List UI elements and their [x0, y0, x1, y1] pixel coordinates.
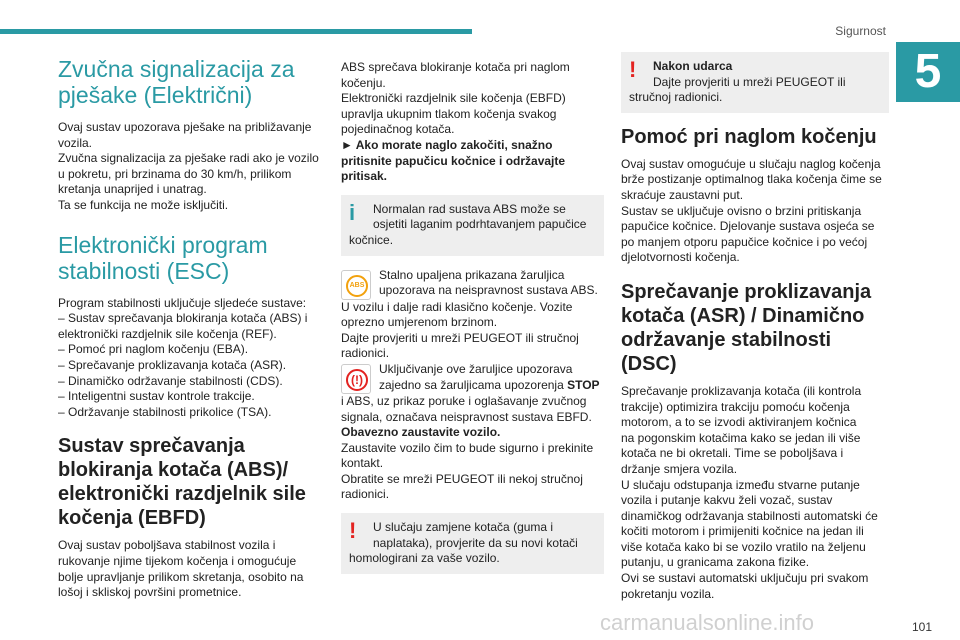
heading-abs: Sustav sprečavanja blokiranja kotača (ABS)/ elektronički razdjelnik sile kočenja (EBFD) — [58, 435, 306, 530]
warning-box-impact: ! Nakon udarca Dajte provjeriti u mreži PEUGEOT ili stručnoj radionici. — [621, 52, 889, 113]
heading-asr: Sprečavanje proklizavanja kotača (ASR) / Dinamično održavanje stabilnosti (DSC) — [621, 280, 872, 375]
header-accent-bar — [0, 29, 472, 34]
heading-eba: Pomoć pri naglom kočenju — [621, 125, 877, 148]
column-3 — [621, 52, 889, 602]
chapter-number-tab: 5 — [896, 42, 960, 102]
instruction-brake-hard: ► Ako morate naglo zakočiti, snažno pritisnite papučicu kočnice i održavajte pritisak. — [341, 137, 566, 184]
paragraph-abs: Ovaj sustav poboljšava stabilnost vozila i rukovanje njime tijekom kočenja i omogućuje bolje upravljanje prilikom skretanja, osobito na lošoj i skliskoj površini prometnice. — [58, 538, 304, 600]
page-number: 101 — [911, 620, 932, 634]
warning-icon: ! — [349, 518, 357, 544]
info-box-abs: i Normalan rad sustava ABS može se osjetiti laganim podrhtavanjem papučice kočnice. — [341, 195, 604, 256]
warning-box-wheels: ! U slučaju zamjene kotača (guma i naplataka), provjerite da su novi kotači homologirani za vaše vozilo. — [341, 513, 604, 574]
brake-warning-lamp-icon: (!) — [341, 364, 371, 394]
abs-warning-lamp-icon: ABS — [341, 270, 371, 300]
section-name: Sigurnost — [835, 24, 886, 38]
paragraph-pedestrian: Ovaj sustav upozorava pješake na približavanje vozila. Zvučna signalizacija za pješake radi ako je vozilo u pokretu, pri brzinama do 30 km/h, prilikom kretanja unaprijed i unatrag. Ta se funkcija ne može isključiti. — [58, 120, 319, 212]
paragraph-abs-intro: ABS sprečava blokiranje kotača pri naglom kočenju. Elektronički razdjelnik sile kočenja (EBFD) upravlja ukupnim tlakom kočenja svakog pojedinačnog kotača. — [341, 60, 570, 137]
watermark: carmanualsonline.info — [600, 610, 815, 635]
info-icon: i — [349, 199, 356, 225]
paragraph-esc: Program stabilnosti uključuje sljedeće sustave: – Sustav sprečavanja blokiranja kotača (ABS) i elektronički razdjelnik sile kočenja (REF). – Pomoć pri naglom kočenju (EBA). – Sprečavanje proklizavanja kotača (ASR). – Dinamičko održavanje stabilnosti (CDS). – Inteligentni sustav kontrole trakcije. – Održavanje stabilnosti prikolice (TSA). — [58, 295, 308, 419]
paragraph-asr: Sprečavanje proklizavanja kotača (ili kontrola trakcije) optimizira trakciju pomoću kočenja motorom, a to se izvodi aktiviranjem kočnica na pogonskim kotačima kako se jedan ili više kotača ne bi okretali. Time se poboljšava i držanje smjera vozila. U slučaju odstupanja između stvarne putanje vozila i putanje kakvu želi vozač, sustav dinamičkog održavanja stabilnosti automatski će kočiti motorom i primijeniti kočnice na jedan ili više kotača kako bi se vozilo vratilo na željenu putanju, u granicama zakona fizike. Ovi se sustavi automatski uključuju pri svakom pokretanju vozila. — [621, 383, 878, 601]
heading-esc: Elektronički program stabilnosti (ESC) — [58, 231, 268, 284]
warning-icon: ! — [629, 57, 637, 82]
heading-pedestrian-sound: Zvučna signalizacija za pješake (Električni) — [58, 56, 295, 108]
brake-warning-lamp-section: (!) Uključivanje ove žaruljice upozorava zajedno sa žaruljicama upozorenja STOP i ABS, uz prikaz poruke i oglašavanje zvučnog signala, označava neispravnost sustava EBFD. Obavezno zaustavite vozilo. Zaustavite vozilo čim to bude sigurno i prekinite kontakt. Obratite se mreži PEUGEOT ili nekoj stručnoj radionici. — [341, 361, 600, 502]
paragraph-eba: Ovaj sustav omogućuje u slučaju naglog kočenja brže postizanje optimalnog tlaka kočenja čime se skraćuje zaustavni put. Sustav se uključuje ovisno o brzini pritiskanja papučice kočnice. Djelovanje sustava osjeća se po manjem otporu papučice kočnice i po većoj djelotvornosti kočenja. — [621, 156, 882, 265]
column-2 — [341, 60, 604, 586]
column-1 — [58, 52, 326, 601]
abs-warning-lamp-section: ABS Stalno upaljena prikazana žaruljica upozorava na neispravnost sustava ABS. U vozilu i dalje radi klasično kočenje. Vozite oprezno umjerenom brzinom. Dajte provjeriti u mreži PEUGEOT ili stručnoj radionici. — [341, 267, 598, 361]
